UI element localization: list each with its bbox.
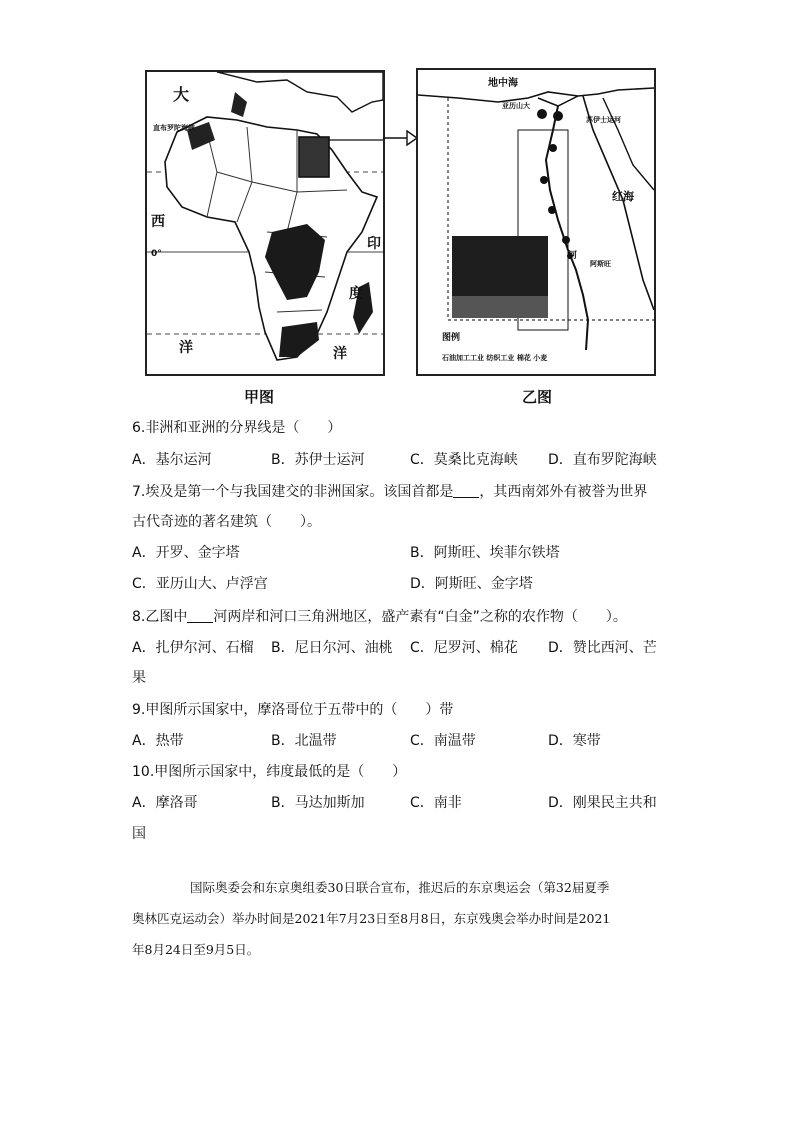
question-8-stem-b: 河两岸和河口三角洲地区，盛产素有“白金”之称的农作物（ ）。 bbox=[213, 609, 627, 625]
map-a-label-ocean-3: 洋 bbox=[179, 340, 193, 356]
map-a-label-ocean-4: 印 bbox=[367, 236, 381, 252]
map-a-caption: 甲图 bbox=[244, 388, 275, 406]
map-africa-drawing bbox=[147, 72, 383, 374]
question-8-blank[interactable] bbox=[187, 608, 213, 623]
question-10-stem: 甲图所示国家中，纬度最低的是（ ） bbox=[154, 764, 407, 780]
question-10-number: 10. bbox=[132, 764, 155, 780]
q9-option-a[interactable]: A．热带 bbox=[132, 733, 184, 749]
question-7-number: 7. bbox=[132, 484, 146, 500]
map-africa bbox=[145, 70, 385, 376]
map-egypt-drawing bbox=[418, 70, 654, 374]
question-8-stem-a: 乙图中 bbox=[145, 609, 188, 625]
question-8-number: 8. bbox=[132, 609, 146, 625]
q8-option-b[interactable]: B．尼日尔河、油桃 bbox=[271, 640, 393, 656]
map-b-label-red-sea: 红海 bbox=[612, 190, 634, 203]
passage-line-2: 奥林匹克运动会）举办时间是2021年7月23日至8月8日，东京残奥会举办时间是2021 bbox=[132, 911, 611, 926]
map-a-label-strait: 直布罗陀海峡 bbox=[153, 124, 195, 132]
q6-option-d[interactable]: D．直布罗陀海峡 bbox=[548, 452, 657, 468]
reading-passage bbox=[132, 872, 672, 965]
q6-option-c[interactable]: C．莫桑比克海峡 bbox=[410, 452, 518, 468]
q9-option-b[interactable]: B．北温带 bbox=[271, 733, 337, 749]
question-9 bbox=[132, 699, 453, 721]
question-7 bbox=[132, 481, 647, 503]
question-9-stem: 甲图所示国家中，摩洛哥位于五带中的（ ）带 bbox=[145, 702, 454, 718]
question-6 bbox=[132, 417, 341, 439]
map-a-label-ocean-1: 大 bbox=[173, 85, 190, 104]
question-10 bbox=[132, 761, 406, 783]
q7-option-a[interactable]: A．开罗、金字塔 bbox=[132, 545, 240, 561]
question-6-number: 6. bbox=[132, 420, 146, 436]
q7-option-b[interactable]: B．阿斯旺、埃菲尔铁塔 bbox=[410, 545, 560, 561]
q6-option-a[interactable]: A．基尔运河 bbox=[132, 452, 212, 468]
question-7-blank[interactable] bbox=[453, 483, 479, 498]
map-b-label-river: 河 bbox=[568, 251, 578, 261]
question-6-stem: 非洲和亚洲的分界线是（ ） bbox=[145, 420, 342, 436]
map-b-label-dam: 阿斯旺 bbox=[590, 260, 611, 268]
map-b-legend-items: 石油加工工业 纺织工业 棉花 小麦 bbox=[442, 354, 548, 362]
map-a-label-ocean-6: 洋 bbox=[333, 346, 347, 362]
map-egypt bbox=[416, 68, 656, 376]
q10-option-d[interactable]: D．刚果民主共和 bbox=[548, 795, 657, 811]
q7-option-d[interactable]: D．阿斯旺、金字塔 bbox=[410, 576, 533, 592]
q10-option-a[interactable]: A．摩洛哥 bbox=[132, 795, 198, 811]
map-b-label-sea: 地中海 bbox=[488, 78, 518, 89]
map-b-caption: 乙图 bbox=[522, 388, 553, 406]
q9-option-c[interactable]: C．南温带 bbox=[410, 733, 476, 749]
arrow-connector bbox=[383, 128, 419, 148]
q10-option-b[interactable]: B．马达加斯加 bbox=[271, 795, 365, 811]
question-9-number: 9. bbox=[132, 702, 146, 718]
map-b-legend-title: 图例 bbox=[442, 333, 461, 343]
question-7-stem-part1: 埃及是第一个与我国建交的非洲国家。该国首都是 bbox=[145, 484, 454, 500]
map-b-label-city-1: 亚历山大 bbox=[502, 102, 530, 110]
passage-line-3: 年8月24日至9月5日。 bbox=[132, 942, 260, 957]
map-a-label-ocean-5: 度 bbox=[349, 286, 363, 302]
q9-option-d[interactable]: D．寒带 bbox=[548, 733, 601, 749]
q7-option-c[interactable]: C．亚历山大、卢浮宫 bbox=[132, 576, 268, 592]
q10-option-d-wrap: 国 bbox=[132, 826, 146, 842]
q8-option-c[interactable]: C．尼罗河、棉花 bbox=[410, 640, 518, 656]
map-a-label-equator: 0° bbox=[151, 249, 162, 259]
q10-option-c[interactable]: C．南非 bbox=[410, 795, 462, 811]
question-7-line2: 古代奇迹的著名建筑（ ）。 bbox=[132, 514, 321, 530]
map-b-label-city-2: 苏伊士运河 bbox=[586, 116, 621, 124]
q6-option-b[interactable]: B．苏伊士运河 bbox=[271, 452, 365, 468]
q8-option-a[interactable]: A．扎伊尔河、石榴 bbox=[132, 640, 254, 656]
passage-line-1-text: 国际奥委会和东京奥组委30日联合宣布，推迟后的东京奥运会（第32届夏季 bbox=[190, 880, 610, 895]
map-a-label-ocean-2: 西 bbox=[151, 214, 165, 230]
question-8 bbox=[132, 606, 627, 628]
question-7-stem-part2: ，其西南郊外有被誉为世界 bbox=[479, 484, 648, 500]
q8-option-d[interactable]: D．赞比西河、芒 bbox=[548, 640, 657, 656]
passage-line-1 bbox=[132, 872, 672, 903]
q8-option-d-wrap: 果 bbox=[132, 670, 146, 686]
